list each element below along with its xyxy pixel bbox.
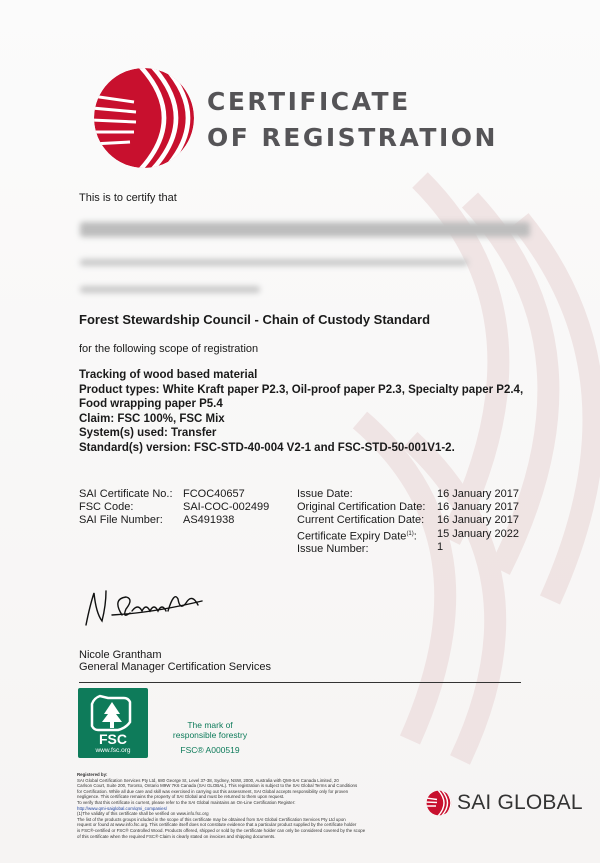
fsc-logo [78,688,148,758]
scope-line: Claim: FSC 100%, FSC Mix [79,412,225,425]
code-label: SAI File Number: [79,514,163,527]
footer-line: SAI Global Certification Services Pty Ltd, 680 George St, Level 37-38, Sydney, NSW, 2000, Australia with QMI-SAI Canada Limited, 20 [77,777,339,783]
scope-of-registration [79,368,549,455]
company-address-redacted [80,259,468,266]
signature-graphic [82,585,212,630]
sai-global-logo-icon [426,790,452,816]
sai-global-logo-text: SAI GLOBAL [457,791,583,814]
sai-logo-icon [92,66,196,170]
footer-line: for Certification. While all due care and skill was exercised in carrying out this assessment, SAI Global accepts responsibility only for proven [77,788,349,794]
scope-intro: for the following scope of registration [79,343,259,355]
footer-line: To verify that this certificate is current, please refer to the SAI Global maintains an On-Line Certification Register: [77,799,296,805]
company-name-redacted [80,222,530,237]
code-label: SAI Certificate No.: [79,488,173,500]
footer-line: of this certificate when the required FSC® Claim is clearly stated on invoices and shipping documents. [77,833,276,839]
date-label: Original Certification Date: [297,501,426,514]
title-line-2: OF REGISTRATION [207,123,498,152]
footer-line: request or found at www.info.fsc.org. This certificate itself does not constitute evidence that a particular product supplied by the certificate holder [77,822,357,828]
code-value: FCOC40657 [183,488,245,500]
intro-text: This is to certify that [79,192,177,204]
scope-line: Product types: White Kraft paper P2.3, Oil-proof paper P2.3, Specialty paper P2.4, [79,383,524,396]
fsc-logo-text: FSC [99,731,127,747]
footer-line: The list of the products groups included in the scope of this certificate may be obtained from SAI Global Certification Services Pty Ltd upon [77,816,346,822]
date-label: Issue Date: [297,488,353,500]
footer-line: Carlson Court, Suite 200, Toronto, Ontario M9W 7K6 Canada (SAI GLOBAL). This registration is subject to the SAI Global Terms and Conditions [77,783,358,789]
fsc-license-code: FSC® A000519 [180,745,240,755]
code-value: SAI-COC-002499 [183,501,270,514]
divider [79,682,521,683]
date-value: 15 January 2022 [437,527,519,540]
footer-line: negligence. This certificate remains the property of SAI Global and must be returned to them upon request. [77,794,285,800]
date-label: Current Certification Date: [297,514,425,527]
scope-line: Tracking of wood based material [79,369,258,381]
signatory-name: Nicole Grantham [79,649,162,661]
date-value: 1 [437,540,444,553]
date-labels [297,488,425,557]
footnote-marker: (1) [406,530,414,537]
sai-global-logo [426,790,583,816]
signatory-title: General Manager Certification Services [79,661,271,673]
footer-line: is FSC®-certified or FSC® Controlled Wood. Products offered, shipped or sold by the certificate holder can only be considered covered by the scope [77,827,366,833]
fsc-url: www.fsc.org [95,747,131,754]
date-value: 16 January 2017 [437,488,519,500]
scope-line: Food wrapping paper P5.4 [79,398,223,410]
footer-line: (1)The validity of this certificate shall be verified on www.info.fsc.org [77,811,209,817]
register-link[interactable]: http://www.qmi-saiglobal.com/qmi_companies/ [77,805,168,811]
title-line-1: CERTIFICATE [207,87,411,116]
code-values [183,488,269,528]
code-labels [79,488,173,528]
fsc-mark-line-1: The mark of [187,720,233,730]
scope-line: Standard(s) version: FSC-STD-40-004 V2-1 and FSC-STD-50-001V1-2. [79,441,455,454]
footer-fine-print [77,772,422,839]
date-values [437,488,519,554]
date-label-expiry: Certificate Expiry Date$^{(1)}$: [297,530,417,543]
fsc-mark-line-2: responsible forestry [172,730,248,740]
footer-line: Registered by: [77,772,108,777]
standard-title: Forest Stewardship Council - Chain of Custody Standard [79,312,431,327]
code-label: FSC Code: [79,501,134,514]
date-value: 16 January 2017 [437,514,519,527]
scope-line: System(s) used: Transfer [79,427,217,439]
certificate-title [207,84,498,156]
date-value: 16 January 2017 [437,501,519,514]
code-value: AS491938 [183,514,235,527]
compliance-line-redacted [80,286,260,293]
date-label: Issue Number: [297,543,369,556]
